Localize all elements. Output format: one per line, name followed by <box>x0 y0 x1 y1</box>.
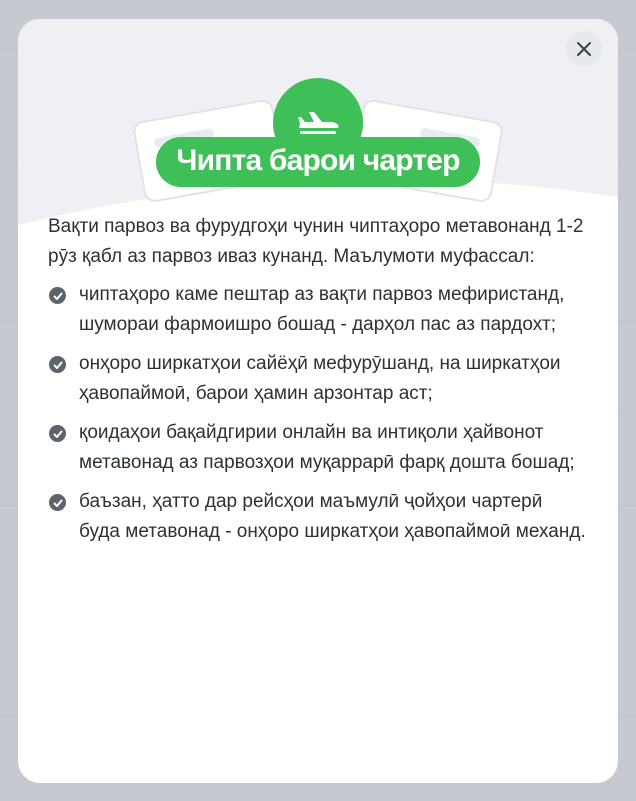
modal-title-badge <box>18 137 618 187</box>
modal-content <box>48 212 588 556</box>
list-item-text: баъзан, ҳатто дар рейсҳои маъмулӣ ҷойҳои чартерӣ буда метавонад - онҳоро ширкатҳои ҳавопаймоӣ механд. <box>79 491 586 542</box>
list-item-text: онҳоро ширкатҳои сайёҳӣ мефурӯшанд, на ширкатҳои ҳавопаймоӣ, барои ҳамин арзонтар аст; <box>79 353 561 404</box>
list-item <box>48 487 588 547</box>
check-circle-icon <box>49 287 66 304</box>
intro-text: Вақти парвоз ва фурудгоҳи чунин чиптаҳоро метавонанд 1-2 рӯз қабл аз парвоз иваз кунанд. Маълумоти муфассал: <box>48 216 584 267</box>
modal-title: Чипта барои чартер <box>156 137 479 187</box>
list-item-text: қоидаҳои бақайдгирии онлайн ва интиқоли ҳайвонот метавонад аз парвозҳои муқаррарӣ фарқ дошта бошад; <box>79 422 575 473</box>
list-item <box>48 418 588 478</box>
list-item <box>48 349 588 409</box>
charter-ticket-modal <box>18 19 618 783</box>
check-circle-icon <box>49 356 66 373</box>
close-button[interactable] <box>566 31 602 67</box>
check-circle-icon <box>49 494 66 511</box>
list-item-text: чиптаҳоро каме пештар аз вақти парвоз мефиристанд, шумораи фармоишро бошад - дарҳол пас аз пардохт; <box>79 284 565 335</box>
details-list <box>48 280 588 547</box>
list-item <box>48 280 588 340</box>
check-circle-icon <box>49 425 66 442</box>
close-icon <box>577 42 591 56</box>
